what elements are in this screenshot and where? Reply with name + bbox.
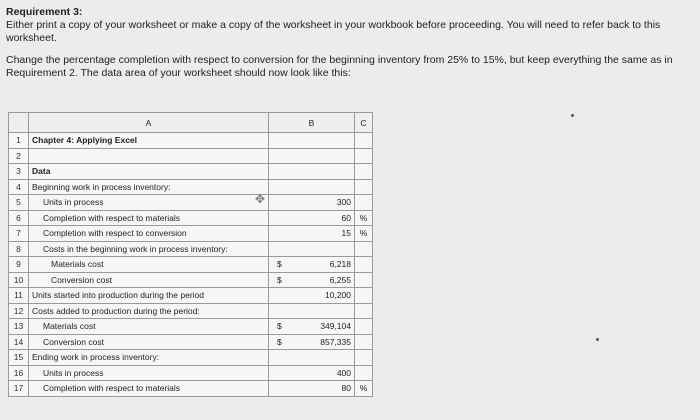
table-row	[9, 133, 373, 149]
cell-b[interactable]	[269, 133, 355, 149]
table-row	[9, 288, 373, 304]
cell-a[interactable]: Completion with respect to materials	[29, 210, 269, 226]
cell-c[interactable]	[355, 288, 373, 304]
cell-a[interactable]: Conversion cost	[29, 334, 269, 350]
cell-c[interactable]	[355, 303, 373, 319]
table-row	[9, 241, 373, 257]
row-number[interactable]: 3	[9, 164, 29, 180]
row-number[interactable]: 2	[9, 148, 29, 164]
cell-a[interactable]: Costs in the beginning work in process inventory:	[29, 241, 269, 257]
cell-c[interactable]	[355, 365, 373, 381]
cell-b[interactable]	[269, 148, 355, 164]
cursor-crosshair-icon: ✥	[255, 192, 266, 206]
column-header-c[interactable]: C	[355, 113, 373, 133]
spreadsheet	[8, 112, 373, 397]
cell-c[interactable]	[355, 148, 373, 164]
table-row	[9, 195, 373, 211]
cell-a[interactable]: Completion with respect to conversion	[29, 226, 269, 242]
row-number[interactable]: 11	[9, 288, 29, 304]
cell-c[interactable]: %	[355, 226, 373, 242]
cell-c[interactable]	[355, 241, 373, 257]
column-header-a[interactable]: A	[29, 113, 269, 133]
requirement-title: Requirement 3:	[6, 6, 83, 18]
cell-b-value: 400	[336, 367, 351, 378]
table-row	[9, 226, 373, 242]
row-number[interactable]: 16	[9, 365, 29, 381]
table-row	[9, 210, 373, 226]
corner-cell[interactable]	[9, 113, 29, 133]
cell-c[interactable]: %	[355, 381, 373, 397]
table-row	[9, 272, 373, 288]
cell-a[interactable]: Completion with respect to materials	[29, 381, 269, 397]
table-row	[9, 148, 373, 164]
cell-a[interactable]: Beginning work in process inventory:	[29, 179, 269, 195]
row-number[interactable]: 17	[9, 381, 29, 397]
cell-b-value: 60	[341, 212, 351, 223]
table-row	[9, 179, 373, 195]
cell-a[interactable]: Costs added to production during the period:	[29, 303, 269, 319]
cell-b[interactable]	[269, 288, 355, 304]
cell-b-value: 300	[336, 197, 351, 208]
cell-b[interactable]	[269, 257, 355, 273]
cell-a[interactable]: Data	[29, 164, 269, 180]
cell-a[interactable]: Chapter 4: Applying Excel	[29, 133, 269, 149]
cell-a[interactable]: Units in process	[29, 195, 269, 211]
requirement-text	[6, 6, 686, 80]
table-row	[9, 365, 373, 381]
cell-b[interactable]	[269, 381, 355, 397]
cell-b[interactable]	[269, 195, 355, 211]
row-number[interactable]: 8	[9, 241, 29, 257]
cell-b[interactable]	[269, 272, 355, 288]
table-row	[9, 257, 373, 273]
cell-a[interactable]: Ending work in process inventory:	[29, 350, 269, 366]
cell-c[interactable]	[355, 350, 373, 366]
photo-speck-icon	[596, 338, 599, 341]
column-header-b[interactable]: B	[269, 113, 355, 133]
cell-c[interactable]	[355, 272, 373, 288]
cell-c[interactable]	[355, 179, 373, 195]
cell-c[interactable]: %	[355, 210, 373, 226]
row-number[interactable]: 7	[9, 226, 29, 242]
cell-b-value: 80	[341, 383, 351, 394]
photo-speck-icon	[571, 114, 574, 117]
cell-a[interactable]: Materials cost	[29, 319, 269, 335]
table-row	[9, 350, 373, 366]
cell-b[interactable]	[269, 164, 355, 180]
row-number[interactable]: 1	[9, 133, 29, 149]
cell-b-value: 15	[341, 228, 351, 239]
dollar-sign: $	[277, 336, 282, 347]
cell-b[interactable]	[269, 350, 355, 366]
dollar-sign: $	[277, 274, 282, 285]
cell-b-value: 857,335	[320, 336, 351, 347]
cell-c[interactable]	[355, 133, 373, 149]
row-number[interactable]: 5	[9, 195, 29, 211]
dollar-sign: $	[277, 321, 282, 332]
table-row	[9, 319, 373, 335]
cell-b[interactable]	[269, 241, 355, 257]
cell-a[interactable]: Conversion cost	[29, 272, 269, 288]
row-number[interactable]: 15	[9, 350, 29, 366]
requirement-para-2: Change the percentage completion with respect to conversion for the beginning inventory from 25% to 15%, but keep everything the same as in Requirement 2. The data area of your worksheet should now look like this:	[6, 54, 673, 79]
cell-b[interactable]	[269, 210, 355, 226]
row-number[interactable]: 9	[9, 257, 29, 273]
row-number[interactable]: 14	[9, 334, 29, 350]
cell-a[interactable]: Units in process	[29, 365, 269, 381]
cell-c[interactable]	[355, 164, 373, 180]
cell-b[interactable]	[269, 319, 355, 335]
cell-b[interactable]	[269, 365, 355, 381]
row-number[interactable]: 10	[9, 272, 29, 288]
dollar-sign: $	[277, 259, 282, 270]
requirement-para-1: Either print a copy of your worksheet or make a copy of the worksheet in your workbook before proceeding. You will need to refer back to this worksheet.	[6, 19, 661, 44]
cell-b-value: 349,104	[320, 321, 351, 332]
cell-a[interactable]	[29, 148, 269, 164]
cell-b[interactable]	[269, 179, 355, 195]
row-number[interactable]: 4	[9, 179, 29, 195]
cell-c[interactable]	[355, 319, 373, 335]
cell-b[interactable]	[269, 334, 355, 350]
cell-c[interactable]	[355, 195, 373, 211]
cell-b-value: 6,255	[329, 274, 351, 285]
cell-b-value: 6,218	[329, 259, 351, 270]
cell-b[interactable]	[269, 303, 355, 319]
table-row	[9, 334, 373, 350]
cell-b[interactable]	[269, 226, 355, 242]
cell-a[interactable]: Units started into production during the period	[29, 288, 269, 304]
cell-c[interactable]	[355, 334, 373, 350]
table-row	[9, 303, 373, 319]
table-row	[9, 164, 373, 180]
row-number[interactable]: 12	[9, 303, 29, 319]
row-number[interactable]: 13	[9, 319, 29, 335]
column-header-row	[9, 113, 373, 133]
cell-c[interactable]	[355, 257, 373, 273]
table-row	[9, 381, 373, 397]
cell-a[interactable]: Materials cost	[29, 257, 269, 273]
row-number[interactable]: 6	[9, 210, 29, 226]
cell-b-value: 10,200	[325, 290, 351, 301]
